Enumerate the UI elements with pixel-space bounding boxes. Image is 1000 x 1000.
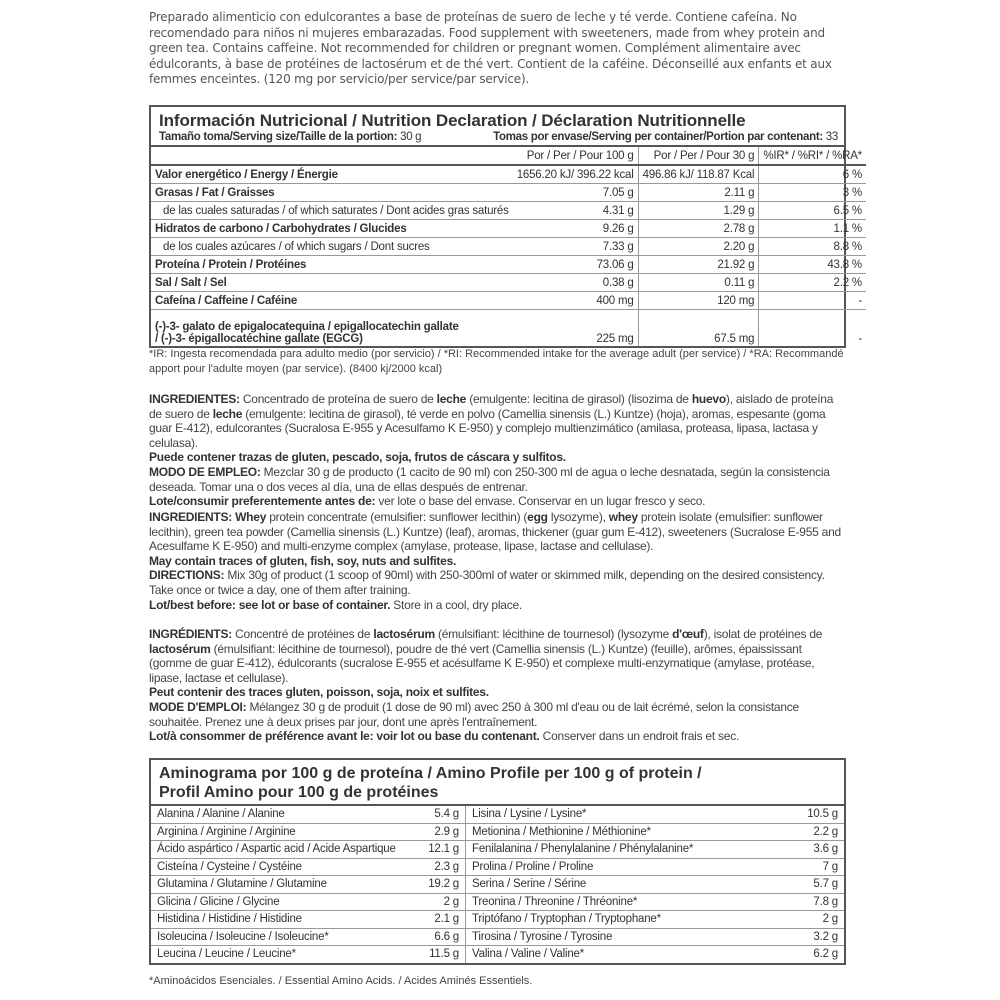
serving-size-label: Tamaño toma/Serving size/Taille de la portion: — [159, 131, 398, 143]
nutrition-row — [151, 256, 866, 274]
amino-value: 7.8 g — [778, 893, 844, 911]
amino-name: Metionina / Methionine / Méthionine* — [466, 823, 779, 841]
nutrition-name: Sal / Salt / Sel — [151, 274, 513, 292]
serving-info — [151, 131, 844, 147]
amino-value: 5.7 g — [778, 876, 844, 894]
nutrition-name: de las cuales saturadas / of which saturates / Dont acides gras saturés — [151, 202, 513, 220]
nutrition-name: Cafeína / Caffeine / Caféine — [151, 292, 513, 310]
amino-row — [151, 823, 844, 841]
intro-text: Preparado alimenticio con edulcorantes a base de proteínas de suero de leche y té verde. Contiene cafeína. No recomendado para niños ni mujeres embarazadas. Food supplement with sweeteners, made from whey protein and green tea. Contains caffeine. Not recommended for children or pregnant women. Complément alimentaire avec édulcorants, à base de protéines de lactosérum et de thé vert. Contient de la caféine. Déconseillé aux enfants et aux femmes enceintes. (120 mg por servicio/per service/par service). — [149, 10, 832, 87]
nutrition-title: Información Nutricional / Nutrition Declaration / Déclaration Nutritionnelle — [159, 111, 746, 130]
amino-value: 2 g — [403, 893, 466, 911]
amino-value: 6.2 g — [813, 948, 838, 961]
amino-name: Serina / Serine / Sérine — [466, 876, 779, 894]
amino-title-line2: Profil Amino pour 100 g de protéines — [159, 784, 439, 801]
amino-name: Lisina / Lysine / Lysine* — [466, 806, 779, 823]
amino-name: Tirosina / Tyrosine / Tyrosine — [466, 928, 779, 946]
nutrition-header-name — [151, 147, 513, 165]
nutrition-per30: 21.92 g — [638, 256, 759, 274]
nutrition-per30: 120 mg — [638, 292, 759, 310]
amino-row — [151, 893, 844, 911]
egcg-name-line1: (-)-3- galato de epigalocatequina / epigallocatechin gallate — [155, 321, 459, 333]
lot-es: Lote/consumir preferentemente antes de: ver lote o base del envase. Conservar en un lugar fresco y seco. — [149, 494, 706, 509]
amino-name: Prolina / Proline / Proline — [466, 858, 779, 876]
amino-value: 2.2 g — [778, 823, 844, 841]
amino-value: 2.1 g — [403, 911, 466, 929]
egcg-per30: 67.5 mg — [638, 310, 759, 347]
ri-footnote: *IR: Ingesta recomendada para adulto medio (por servicio) / *RI: Recommended intake for the average adult (per service) / *RA: Recommandé apport pour l'adulte moyen (par service). (8400 kj/2000 kcal) — [149, 348, 844, 375]
amino-footnote: *Aminoácidos Esenciales. / Essential Amino Acids. / Acides Aminés Essentiels. — [149, 975, 533, 987]
nutrition-row — [151, 202, 866, 220]
amino-value: 5.4 g — [403, 806, 466, 823]
nutrition-header-per100: Por / Per / Pour 100 g — [513, 147, 638, 165]
amino-name: Leucina / Leucine / Leucine* — [157, 948, 296, 961]
nutrition-ri: 8.8 % — [759, 238, 866, 256]
amino-value: 3.6 g — [778, 841, 844, 859]
nutrition-name: Proteína / Protein / Protéines — [151, 256, 513, 274]
amino-name: Isoleucina / Isoleucine / Isoleucine* — [151, 928, 403, 946]
amino-value: 10.5 g — [778, 806, 844, 823]
amino-row — [151, 911, 844, 929]
amino-name: Histidina / Histidine / Histidine — [151, 911, 403, 929]
servings-per-container-value: 33 — [825, 131, 838, 143]
amino-value: 2 g — [778, 911, 844, 929]
ingredients-fr-text: INGRÉDIENTS: Concentré de protéines de lactosérum (émulsifiant: lécithine de tournesol) (lysozyme d'œuf), isolat de protéines de lactosérum (émulsifiant: lécithine de tournesol), poudre de thé vert (Camellia sinensis (L.) Kuntze) (feuille), arômes, épaississant (gomme de guar E-412), édulcorants (sucralose E-955 et acésulfame K E-950) et complexe multi-enzymatique (amylase, protéase, lipase, lactase et cellulase). — [149, 627, 823, 685]
nutrition-ri: 1.1 % — [759, 220, 866, 238]
ingredients-fr — [149, 627, 846, 744]
amino-row — [151, 876, 844, 894]
egcg-name-line2: / (-)-3- épigallocatéchine gallate (EGCG) — [155, 333, 363, 345]
egcg-ri: - — [858, 333, 862, 345]
amino-title — [151, 760, 844, 806]
amino-name: Glicina / Glicine / Glycine — [151, 893, 403, 911]
nutrition-per100: 7.33 g — [513, 238, 638, 256]
directions-es: MODO DE EMPLEO: Mezclar 30 g de producto (1 cacito de 90 ml) con 250-300 ml de agua o leche desnatada, según la consistencia deseada. Tomar una o dos veces al día, una de ellas después de entrenar. — [149, 464, 830, 494]
amino-name: Ácido aspártico / Aspartic acid / Acide Aspartique — [151, 841, 403, 859]
ingredients-en-text: INGREDIENTS: Whey protein concentrate (emulsifier: sunflower lecithin) (egg lysozyme), whey protein isolate (emulsifier: sunflower lecithin), green tea powder (Camellia sinensis (L.) Kuntze) (leaf), aromas, thickener (guar gum E-412), sweeteners (Sucralose E-955 and Acesulfame K E-950) and multi-enzyme complex (amylase, protease, lipase, lactase and cellulase). — [149, 510, 841, 554]
amino-value: 2.9 g — [403, 823, 466, 841]
nutrition-row — [151, 292, 866, 310]
amino-value: 3.2 g — [778, 928, 844, 946]
nutrition-per30: 496.86 kJ/ 118.87 Kcal — [638, 165, 759, 184]
nutrition-header-per30: Por / Per / Pour 30 g — [638, 147, 759, 165]
nutrition-row-egcg — [151, 310, 866, 347]
amino-name: Fenilalanina / Phenylalanine / Phénylalanine* — [466, 841, 779, 859]
nutrition-ri: 43.8 % — [759, 256, 866, 274]
serving-size-value: 30 g — [400, 131, 422, 143]
ingredients-es-text: INGREDIENTES: Concentrado de proteína de suero de leche (emulgente: lecitina de girasol) (lisozima de huevo), aislado de proteína de suero de leche (emulgente: lecitina de girasol), té verde en polvo (Camellia sinensis (L.) Kuntze) (hoja), aromas, espesante (goma guar E-412), edulcorantes (Sucralosa E-955 y Acesulfamo K E-950) y complejo multienzimático (amilasa, proteasa, lipasa, lactasa y celulasa). — [149, 392, 834, 450]
nutrition-name: Grasas / Fat / Graisses — [151, 184, 513, 202]
amino-row — [151, 946, 844, 963]
egcg-per100: 225 mg — [513, 310, 638, 347]
nutrition-per100: 9.26 g — [513, 220, 638, 238]
servings-per-container-label: Tomas por envase/Serving per container/Portion par contenant: — [493, 131, 823, 143]
nutrition-per30: 2.20 g — [638, 238, 759, 256]
nutrition-name: Hidratos de carbono / Carbohydrates / Glucides — [151, 220, 513, 238]
amino-name: Valina / Valine / Valine* — [472, 948, 584, 961]
nutrition-ri: - — [759, 292, 866, 310]
nutrition-ri: 3 % — [759, 184, 866, 202]
amino-row — [151, 806, 844, 823]
nutrition-row — [151, 165, 866, 184]
nutrition-per100: 1656.20 kJ/ 396.22 kcal — [513, 165, 638, 184]
amino-name: Triptófano / Tryptophan / Tryptophane* — [466, 911, 779, 929]
amino-value: 11.5 g — [403, 946, 466, 963]
amino-name: Treonina / Threonine / Thréonine* — [466, 893, 779, 911]
nutrition-row — [151, 274, 866, 292]
nutrition-ri: 2.2 % — [759, 274, 866, 292]
traces-en: May contain traces of gluten, fish, soy, nuts and sulfites. — [149, 553, 457, 568]
amino-value: 12.1 g — [403, 841, 466, 859]
lot-en: Lot/best before: see lot or base of container. Store in a cool, dry place. — [149, 597, 522, 612]
nutrition-header-row — [151, 147, 866, 165]
nutrition-row — [151, 220, 866, 238]
directions-fr: MODE D'EMPLOI: Mélangez 30 g de produit (1 dose de 90 ml) avec 250 à 300 ml d'eau ou de lait écrémé, selon la consistance souhaitée. Prenez une à deux prises par jour, dont une après l'entraînement. — [149, 699, 799, 729]
directions-en: DIRECTIONS: Mix 30g of product (1 scoop of 90ml) with 250-300ml of water or skimmed milk, depending on the desired consistency. Take once or twice a day, one of them after training. — [149, 568, 825, 597]
amino-title-line1: Aminograma por 100 g de proteína / Amino Profile per 100 g of protein / — [159, 765, 702, 782]
nutrition-per100: 7.05 g — [513, 184, 638, 202]
nutrition-panel — [149, 105, 862, 348]
amino-row — [151, 841, 844, 859]
amino-row — [151, 858, 844, 876]
nutrition-per30: 0.11 g — [638, 274, 759, 292]
nutrition-row — [151, 238, 866, 256]
nutrition-ri: 6 % — [759, 165, 866, 184]
nutrition-ri: 6.5 % — [759, 202, 866, 220]
amino-value: 19.2 g — [403, 876, 466, 894]
amino-name: Cisteína / Cysteine / Cystéine — [151, 858, 403, 876]
amino-value: 6.6 g — [403, 928, 466, 946]
ingredients-en — [149, 510, 846, 612]
nutrition-name: Valor energético / Energy / Énergie — [151, 165, 513, 184]
nutrition-header-ri: %IR* / %RI* / %RA* — [759, 147, 866, 165]
nutrition-per30: 1.29 g — [638, 202, 759, 220]
nutrition-per30: 2.78 g — [638, 220, 759, 238]
traces-es: Puede contener trazas de gluten, pescado, soja, frutos de cáscara y sulfitos. — [149, 450, 566, 465]
amino-name: Alanina / Alanine / Alanine — [151, 806, 403, 823]
amino-row — [151, 928, 844, 946]
nutrition-per30: 2.11 g — [638, 184, 759, 202]
nutrition-row — [151, 184, 866, 202]
ingredients-es — [149, 392, 846, 509]
amino-value: 7 g — [778, 858, 844, 876]
amino-panel — [149, 758, 846, 965]
nutrition-per100: 400 mg — [513, 292, 638, 310]
nutrition-per100: 73.06 g — [513, 256, 638, 274]
amino-name: Arginina / Arginine / Arginine — [151, 823, 403, 841]
nutrition-table — [151, 147, 866, 346]
amino-value: 2.3 g — [403, 858, 466, 876]
nutrition-name: de los cuales azúcares / of which sugars / Dont sucres — [151, 238, 513, 256]
traces-fr: Peut contenir des traces gluten, poisson, soja, noix et sulfites. — [149, 685, 489, 700]
amino-table — [151, 806, 844, 963]
egcg-name — [151, 310, 513, 347]
lot-fr: Lot/à consommer de préférence avant le: voir lot ou base du contenant. Conserver dans un endroit frais et sec. — [149, 729, 740, 744]
amino-name: Glutamina / Glutamine / Glutamine — [151, 876, 403, 894]
nutrition-per100: 4.31 g — [513, 202, 638, 220]
nutrition-per100: 0.38 g — [513, 274, 638, 292]
